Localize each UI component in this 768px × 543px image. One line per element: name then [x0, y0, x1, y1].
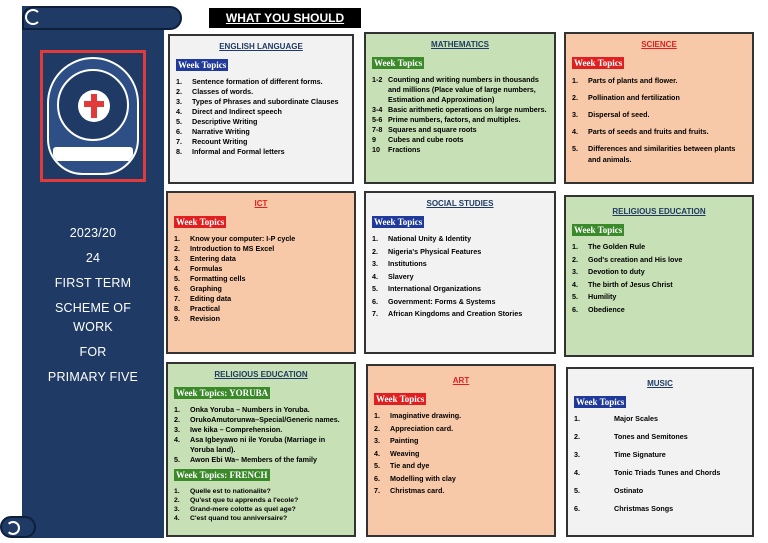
- topic-item: [174, 415, 348, 425]
- panel-title: SCIENCE: [641, 40, 677, 49]
- topic-item: [574, 414, 746, 424]
- panel-science: [564, 32, 754, 184]
- topic-number: 9: [372, 135, 376, 144]
- topic-list: [572, 75, 746, 165]
- topic-item: [174, 405, 348, 415]
- topic-text: Revision: [190, 314, 220, 323]
- scroll-top-decoration: [22, 6, 182, 30]
- topic-text: Practical: [190, 304, 220, 313]
- topic-item: [372, 272, 548, 282]
- topic-text: Obedience: [588, 304, 625, 314]
- topic-item: [174, 455, 348, 465]
- topic-number: 6.: [574, 504, 580, 513]
- topic-text: Fractions: [388, 145, 421, 154]
- session-year-suffix: 24: [85, 251, 101, 265]
- session-year: 2023/20: [69, 226, 117, 240]
- topic-item: [174, 264, 348, 274]
- topic-number: 6.: [374, 473, 380, 483]
- topic-number: 4.: [174, 435, 180, 444]
- topic-item: [372, 247, 548, 257]
- topic-text: Graphing: [190, 284, 222, 293]
- topic-text: Weaving: [390, 448, 420, 458]
- topic-text: Iwe kika – Comprehension.: [190, 425, 283, 434]
- topic-text: Tones and Semitones: [614, 432, 688, 441]
- topic-number: 1.: [174, 488, 180, 495]
- panel-title: RELIGIOUS EDUCATION: [214, 370, 308, 379]
- topic-item: [176, 107, 346, 117]
- topic-item: [174, 514, 348, 523]
- topic-list: [174, 234, 348, 324]
- scheme-label: SCHEME OF: [54, 301, 132, 315]
- topic-item: [374, 436, 548, 446]
- topic-number: 3.: [574, 450, 580, 459]
- topic-text: National Unity & Identity: [388, 234, 472, 243]
- topic-text: Counting and writing numbers in thousands and millions (Place value of large numbers, Estimation and Approximation): [388, 75, 539, 104]
- topic-item: [176, 117, 346, 127]
- topic-text: Pollination and fertilization: [588, 93, 680, 102]
- topic-text: Slavery: [388, 271, 414, 281]
- topic-text: Squares and square roots: [388, 125, 477, 134]
- topic-text: The Golden Rule: [588, 242, 646, 251]
- topic-item: [372, 145, 548, 155]
- topic-text: God's creation and His love: [588, 254, 683, 264]
- topic-number: 2.: [374, 423, 380, 433]
- topic-number: 2.: [372, 246, 378, 256]
- topic-text: Narrative Writing: [192, 127, 250, 136]
- topic-list: [572, 242, 746, 315]
- topic-item: [174, 435, 348, 455]
- topic-list: [372, 234, 548, 319]
- topic-text: Descriptive Writing: [192, 117, 258, 126]
- topic-item: [176, 137, 346, 147]
- topic-number: 5.: [174, 274, 180, 283]
- topic-item: [374, 449, 548, 459]
- week-topics-badge: Week Topics: [574, 225, 623, 235]
- topic-number: 4.: [572, 127, 578, 136]
- topic-number: 4.: [176, 107, 182, 116]
- topic-text: Parts of plants and flower.: [588, 76, 678, 85]
- topic-number: 4.: [572, 279, 578, 289]
- topic-number: 2.: [174, 244, 180, 253]
- topic-item: [572, 242, 746, 252]
- panel-title: SOCIAL STUDIES: [426, 199, 494, 208]
- topic-item: [174, 505, 348, 514]
- topic-text: Ostinato: [614, 486, 644, 495]
- panel-art: [366, 364, 556, 537]
- topic-list: [372, 75, 548, 155]
- week-topics-badge: Week Topics: [176, 217, 225, 227]
- topic-text: Sentence formation of different forms.: [192, 77, 323, 86]
- panel-music: [566, 367, 754, 537]
- topic-text: Nigeria's Physical Features: [388, 246, 482, 256]
- topic-text: Cubes and cube roots: [388, 135, 464, 144]
- panel-english: [168, 34, 354, 184]
- topic-text: Parts of seeds and fruits and fruits.: [588, 127, 709, 136]
- panel-title: ENGLISH LANGUAGE: [219, 42, 303, 51]
- work-label: WORK: [73, 320, 113, 334]
- topic-number: 3.: [176, 97, 182, 106]
- topic-number: 1.: [174, 234, 180, 243]
- topic-number: 3.: [372, 259, 378, 268]
- topic-number: 7.: [372, 309, 378, 318]
- topic-item: [572, 280, 746, 290]
- topic-item: [372, 259, 548, 269]
- topic-item: [374, 461, 548, 471]
- panel-title: MUSIC: [647, 379, 673, 388]
- panel-title: ART: [452, 376, 470, 385]
- topic-text: Classes of words.: [192, 87, 254, 96]
- topic-text: OrukoAmutorunwa–Special/Generic names.: [190, 415, 340, 424]
- topic-item: [572, 255, 746, 265]
- topic-number: 3.: [374, 436, 380, 445]
- topic-item: [174, 496, 348, 505]
- topic-text: Onka Yoruba – Numbers in Yoruba.: [190, 405, 310, 414]
- week-topics-yoruba-badge: Week Topics: YORUBA: [176, 388, 269, 398]
- topic-list: [374, 411, 548, 496]
- topic-text: Dispersal of seed.: [588, 110, 650, 119]
- yoruba-topic-list: [174, 405, 348, 465]
- topic-text: Awon Ebi Wa– Members of the family: [190, 455, 318, 464]
- topic-number: 1.: [574, 414, 580, 423]
- topic-number: 10: [372, 145, 380, 154]
- topic-item: [174, 274, 348, 284]
- topic-item: [176, 147, 346, 157]
- topic-item: [574, 432, 746, 442]
- topic-number: 5.: [572, 292, 578, 301]
- topic-text: Entering data: [190, 254, 236, 263]
- topic-text: Asa Igbeyawo ni ile Yoruba (Marriage in Yoruba land).: [190, 435, 326, 454]
- topic-item: [372, 309, 548, 319]
- topic-number: 6.: [176, 127, 182, 136]
- topic-text: Formulas: [190, 264, 223, 273]
- topic-item: [372, 284, 548, 294]
- week-topics-badge: Week Topics: [374, 217, 423, 227]
- topic-item: [372, 75, 548, 105]
- topic-number: 1.: [572, 76, 578, 85]
- topic-item: [572, 143, 746, 165]
- topic-text: The birth of Jesus Christ: [588, 279, 673, 289]
- panel-religious-education-languages: [166, 362, 356, 537]
- topic-text: Tonic Triads Tunes and Chords: [614, 468, 721, 477]
- topic-text: Tie and dye: [390, 461, 430, 470]
- topic-item: [374, 424, 548, 434]
- topic-number: 2.: [572, 93, 578, 102]
- topic-text: Qu'est que tu apprends a l'ecole?: [190, 497, 299, 504]
- topic-number: 4.: [174, 264, 180, 273]
- topic-item: [176, 97, 346, 107]
- topic-item: [572, 292, 746, 302]
- topic-number: 6.: [174, 284, 180, 293]
- topic-number: 6.: [372, 296, 378, 306]
- topic-number: 1.: [176, 77, 182, 86]
- topic-text: Introduction to MS Excel: [190, 244, 275, 253]
- school-crest-icon: [47, 57, 139, 175]
- week-topics-badge: Week Topics: [376, 394, 425, 404]
- topic-number: 5.: [572, 144, 578, 153]
- topic-text: Formatting cells: [190, 274, 246, 283]
- topic-number: 3.: [572, 110, 578, 119]
- panel-religious-education: [564, 195, 754, 357]
- topic-number: 9.: [174, 314, 180, 323]
- topic-text: C'est quand tou anniversaire?: [190, 515, 288, 522]
- topic-item: [574, 450, 746, 460]
- topic-item: [174, 254, 348, 264]
- panel-social-studies: [364, 191, 556, 354]
- topic-text: Government: Forms & Systems: [388, 296, 496, 306]
- topic-text: Institutions: [388, 259, 427, 268]
- topic-item: [374, 411, 548, 421]
- topic-number: 7-8: [372, 125, 383, 134]
- panel-title: RELIGIOUS EDUCATION: [612, 207, 706, 216]
- topic-item: [174, 425, 348, 435]
- topic-item: [372, 135, 548, 145]
- topic-text: Imaginative drawing.: [390, 411, 462, 420]
- topic-number: 5.: [174, 455, 180, 464]
- topic-number: 2.: [174, 415, 180, 424]
- topic-text: Quelle est to nationalite?: [190, 488, 271, 495]
- topic-number: 5.: [372, 284, 378, 293]
- topic-item: [372, 125, 548, 135]
- topic-number: 8.: [174, 304, 180, 313]
- topic-item: [174, 294, 348, 304]
- topic-item: [174, 304, 348, 314]
- week-topics-badge: Week Topics: [576, 397, 625, 407]
- topic-text: Painting: [390, 436, 419, 445]
- scroll-curl-bottom-icon: [6, 521, 20, 535]
- topic-item: [572, 305, 746, 315]
- topic-list: [176, 77, 346, 157]
- topic-number: 1.: [174, 405, 180, 414]
- school-logo: [40, 50, 146, 182]
- topic-number: 4.: [374, 448, 380, 458]
- topic-item: [374, 486, 548, 496]
- topic-text: Grand-mere colotte as quel age?: [190, 506, 296, 513]
- topic-item: [574, 504, 746, 514]
- topic-item: [572, 109, 746, 120]
- topic-number: 4.: [372, 271, 378, 281]
- topic-item: [176, 127, 346, 137]
- topic-number: 4.: [574, 468, 580, 477]
- topic-list: [574, 414, 746, 514]
- topic-item: [174, 314, 348, 324]
- topic-text: Appreciation card.: [390, 423, 454, 433]
- topic-number: 6.: [572, 304, 578, 314]
- topic-item: [372, 234, 548, 244]
- topic-number: 7.: [374, 486, 380, 495]
- topic-number: 1.: [374, 411, 380, 420]
- topic-text: Basic arithmetic operations on large numbers.: [388, 105, 547, 114]
- topic-number: 1.: [572, 242, 578, 251]
- panel-title: MATHEMATICS: [431, 40, 489, 49]
- topic-number: 5.: [574, 486, 580, 495]
- topic-number: 8.: [176, 147, 182, 156]
- topic-number: 7.: [176, 137, 182, 146]
- topic-text: Time Signature: [614, 450, 666, 459]
- topic-number: 2.: [176, 87, 182, 96]
- topic-text: Prime numbers, factors, and multiples.: [388, 115, 521, 124]
- topic-number: 2.: [572, 254, 578, 264]
- week-topics-badge: Week Topics: [178, 60, 227, 70]
- topic-number: 4.: [174, 515, 180, 522]
- topic-item: [372, 115, 548, 125]
- term-label: FIRST TERM: [54, 276, 132, 290]
- topic-text: Differences and similarities between plants and animals.: [588, 144, 736, 164]
- topic-number: 3.: [174, 254, 180, 263]
- topic-item: [572, 75, 746, 86]
- topic-text: Types of Phrases and subordinate Clauses: [192, 97, 339, 106]
- topic-item: [572, 267, 746, 277]
- topic-text: African Kingdoms and Creation Stories: [388, 309, 523, 318]
- for-label: FOR: [79, 345, 107, 359]
- topic-number: 3.: [174, 506, 180, 513]
- topic-item: [174, 244, 348, 254]
- panel-ict: [166, 191, 356, 354]
- topic-number: 2.: [574, 432, 580, 441]
- topic-item: [176, 87, 346, 97]
- page-title: WHAT YOU SHOULD: [209, 8, 361, 28]
- topic-number: 5.: [374, 461, 380, 470]
- topic-text: Christmas Songs: [614, 504, 674, 513]
- week-topics-french-badge: Week Topics: FRENCH: [176, 470, 268, 480]
- week-topics-badge: Week Topics: [574, 58, 623, 68]
- topic-item: [176, 77, 346, 87]
- topic-number: 1-2: [372, 75, 383, 84]
- topic-text: International Organizations: [388, 284, 482, 293]
- topic-item: [572, 92, 746, 103]
- panel-mathematics: [364, 32, 556, 184]
- topic-text: Christmas card.: [390, 486, 445, 495]
- topic-item: [574, 468, 746, 478]
- topic-item: [574, 486, 746, 496]
- topic-number: 7.: [174, 294, 180, 303]
- topic-number: 2.: [174, 497, 180, 504]
- topic-text: Editing data: [190, 294, 232, 303]
- topic-item: [374, 474, 548, 484]
- topic-text: Humility: [588, 292, 617, 301]
- topic-number: 3.: [572, 267, 578, 276]
- topic-text: Informal and Formal letters: [192, 147, 285, 156]
- topic-number: 3-4: [372, 105, 383, 114]
- topic-text: Devotion to duty: [588, 267, 645, 276]
- topic-number: 1.: [372, 234, 378, 243]
- seal-icon: [57, 69, 129, 141]
- topic-item: [572, 126, 746, 137]
- topic-item: [174, 284, 348, 294]
- topic-text: Direct and Indirect speech: [192, 107, 282, 116]
- topic-number: 5.: [176, 117, 182, 126]
- topic-text: Modelling with clay: [390, 473, 456, 483]
- panel-title: ICT: [254, 199, 268, 208]
- class-label: PRIMARY FIVE: [47, 370, 139, 384]
- scroll-curl-icon: [25, 9, 41, 25]
- french-topic-list: [174, 487, 348, 523]
- topic-text: Major Scales: [614, 414, 658, 423]
- motto-ribbon-icon: [53, 147, 133, 161]
- topic-item: [174, 487, 348, 496]
- topic-item: [372, 105, 548, 115]
- topic-item: [372, 297, 548, 307]
- topic-item: [174, 234, 348, 244]
- topic-text: Recount Writing: [192, 137, 248, 146]
- week-topics-badge: Week Topics: [374, 58, 423, 68]
- topic-number: 5-6: [372, 115, 383, 124]
- topic-number: 3.: [174, 425, 180, 434]
- topic-text: Know your computer: I-P cycle: [190, 234, 296, 243]
